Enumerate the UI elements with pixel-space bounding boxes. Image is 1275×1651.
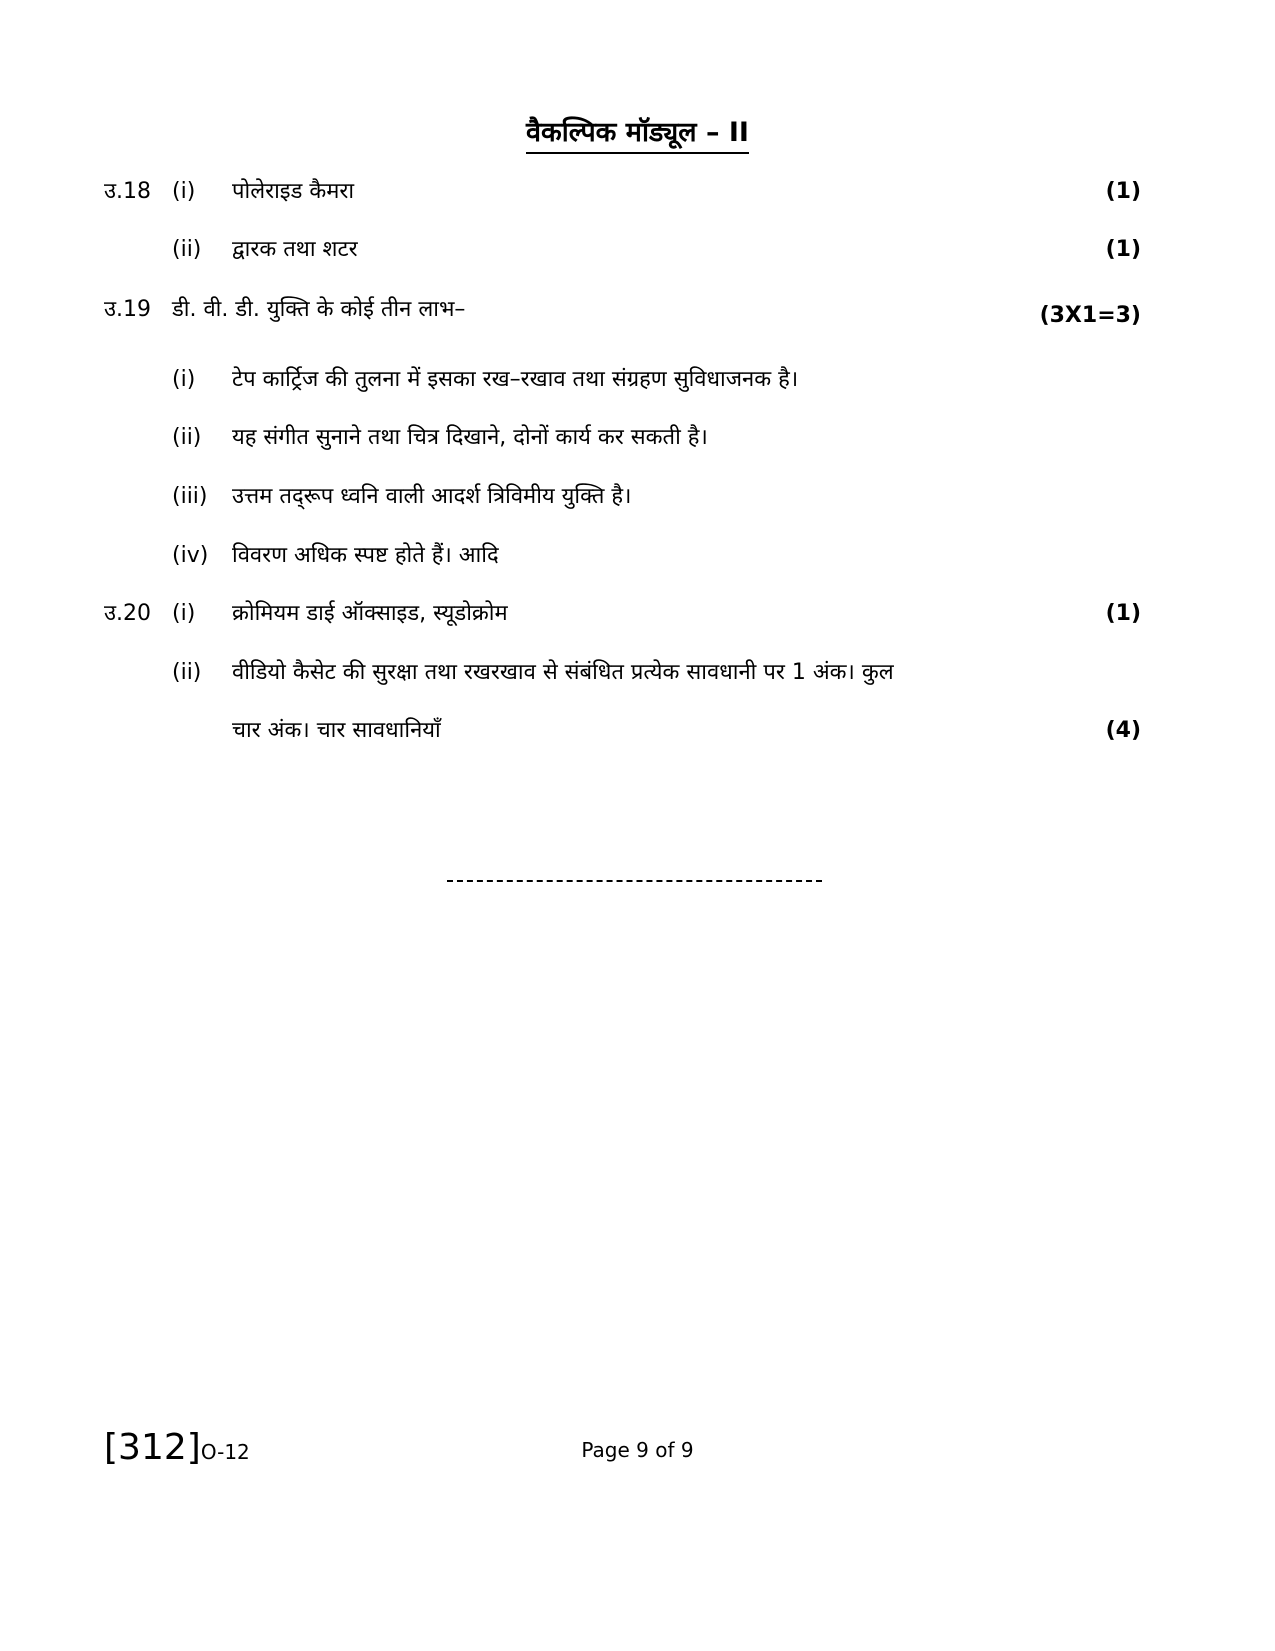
sub-part-label: (ii) bbox=[172, 425, 202, 450]
sub-part-label: (iv) bbox=[172, 543, 209, 568]
section-heading-text: वैकल्पिक मॉड्यूल – II bbox=[526, 117, 749, 154]
answer-text: डी. वी. डी. युक्ति के कोई तीन लाभ– bbox=[172, 297, 466, 322]
sub-part-label: (ii) bbox=[172, 660, 202, 685]
page-number: Page 9 of 9 bbox=[581, 1438, 694, 1462]
answer-row bbox=[0, 360, 1275, 400]
marks: (1) bbox=[1105, 179, 1141, 204]
sub-part-label: (i) bbox=[172, 179, 196, 204]
answer-row bbox=[0, 230, 1275, 270]
answer-text: वीडियो कैसेट की सुरक्षा तथा रखरखाव से संबंधित प्रत्येक सावधानी पर 1 अंक। कुल bbox=[232, 660, 894, 685]
answer-text: क्रोमियम डाई ऑक्साइड, स्यूडोक्रोम bbox=[232, 601, 508, 626]
answer-text: चार अंक। चार सावधानियाँ bbox=[232, 718, 441, 743]
answer-text: पोलेराइड कैमरा bbox=[232, 179, 355, 204]
answer-row bbox=[0, 290, 1275, 330]
sub-part-label: (iii) bbox=[172, 484, 208, 509]
question-number: उ.19 bbox=[104, 297, 152, 322]
question-number: उ.18 bbox=[104, 179, 152, 204]
answer-text: टेप कार्ट्रिज की तुलना में इसका रख–रखाव तथा संग्रहण सुविधाजनक है। bbox=[232, 367, 799, 392]
answer-row bbox=[0, 536, 1275, 576]
answer-row bbox=[0, 418, 1275, 458]
marks: (1) bbox=[1105, 237, 1141, 262]
question-number: उ.20 bbox=[104, 601, 152, 626]
section-heading bbox=[0, 112, 1275, 149]
answer-text: यह संगीत सुनाने तथा चित्र दिखाने, दोनों कार्य कर सकती है। bbox=[232, 425, 708, 450]
paper-code-main: [312] bbox=[104, 1427, 201, 1468]
paper-code-sub: O-12 bbox=[200, 1440, 250, 1464]
answer-text: विवरण अधिक स्पष्ट होते हैं। आदि bbox=[232, 543, 499, 568]
marks: (4) bbox=[1105, 718, 1141, 743]
answer-text: उत्तम तद्‌रूप ध्वनि वाली आदर्श त्रिविमीय युक्ति है। bbox=[232, 484, 632, 509]
marks: (3X1=3) bbox=[1039, 303, 1141, 328]
answer-row bbox=[0, 477, 1275, 517]
sub-part-label: (ii) bbox=[172, 237, 202, 262]
sub-part-label: (i) bbox=[172, 601, 196, 626]
marks: (1) bbox=[1105, 601, 1141, 626]
answer-text: द्वारक तथा शटर bbox=[232, 237, 358, 262]
sub-part-label: (i) bbox=[172, 367, 196, 392]
end-divider bbox=[447, 880, 822, 882]
answer-row bbox=[0, 653, 1275, 693]
answer-row bbox=[0, 711, 1275, 751]
answer-row bbox=[0, 172, 1275, 212]
answer-row bbox=[0, 594, 1275, 634]
